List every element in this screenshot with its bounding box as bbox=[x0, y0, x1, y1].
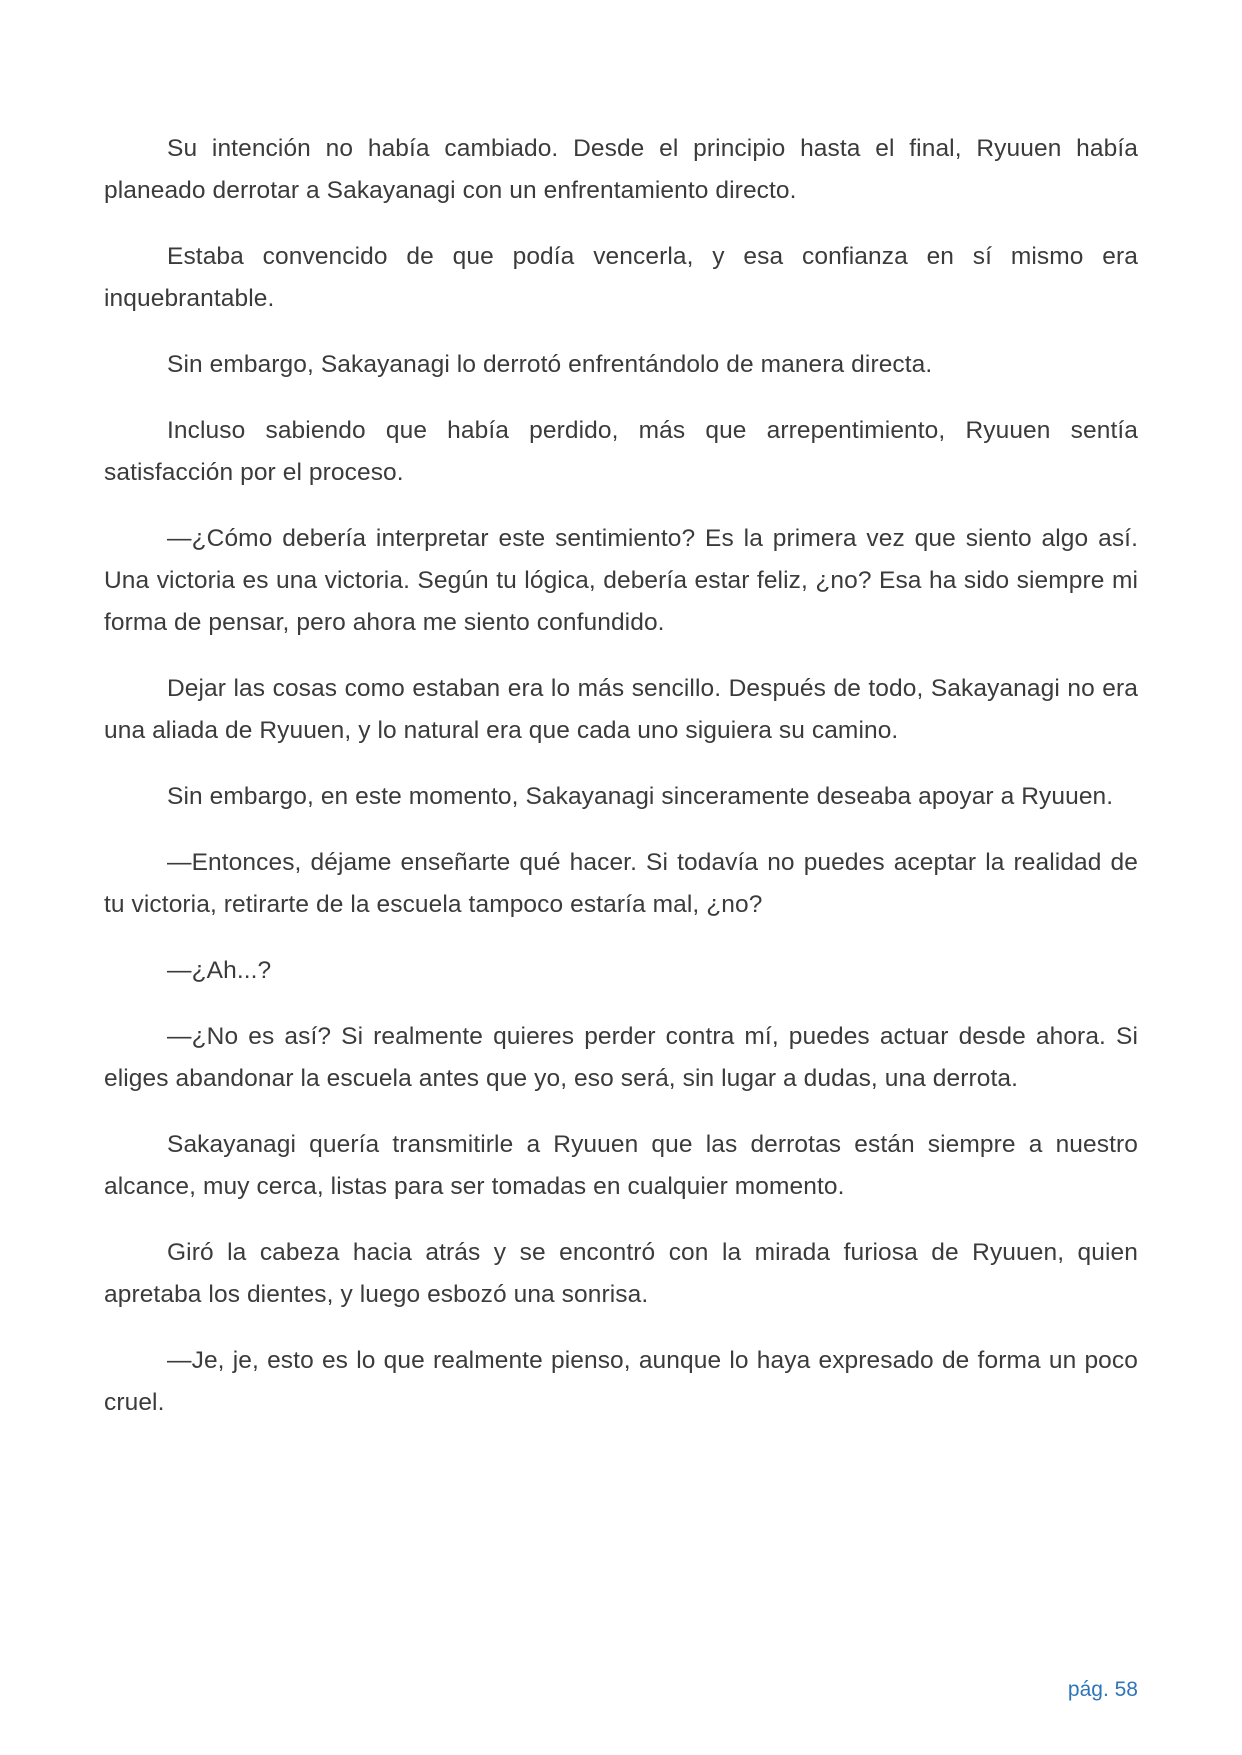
paragraph: Dejar las cosas como estaban era lo más sencillo. Después de todo, Sakayanagi no era una aliada de Ryuuen, y lo natural era que cada uno siguiera su camino. bbox=[104, 675, 1138, 744]
paragraph: Incluso sabiendo que había perdido, más que arrepentimiento, Ryuuen sentía satisfacción por el proceso. bbox=[104, 417, 1138, 486]
page-content bbox=[104, 128, 1138, 1448]
paragraph: Estaba convencido de que podía vencerla, y esa confianza en sí mismo era inquebrantable. bbox=[104, 243, 1138, 312]
page-footer bbox=[104, 1677, 1138, 1703]
paragraph: Sin embargo, en este momento, Sakayanagi sinceramente deseaba apoyar a Ryuuen. bbox=[167, 783, 1114, 810]
paragraph: Giró la cabeza hacia atrás y se encontró con la mirada furiosa de Ryuuen, quien apretaba los dientes, y luego esbozó una sonrisa. bbox=[104, 1239, 1138, 1308]
paragraph: —¿No es así? Si realmente quieres perder contra mí, puedes actuar desde ahora. Si eliges abandonar la escuela antes que yo, eso será, sin lugar a dudas, una derrota. bbox=[104, 1023, 1138, 1092]
paragraph: —¿Ah...? bbox=[167, 957, 272, 984]
paragraph: Sin embargo, Sakayanagi lo derrotó enfrentándolo de manera directa. bbox=[167, 351, 933, 378]
paragraph: Su intención no había cambiado. Desde el principio hasta el final, Ryuuen había planeado derrotar a Sakayanagi con un enfrentamiento directo. bbox=[104, 135, 1138, 204]
paragraph: —Je, je, esto es lo que realmente pienso, aunque lo haya expresado de forma un poco cruel. bbox=[104, 1347, 1138, 1416]
paragraph: —¿Cómo debería interpretar este sentimiento? Es la primera vez que siento algo así. Una victoria es una victoria. Según tu lógica, debería estar feliz, ¿no? Esa ha sido siempre mi forma de pensar, pero ahora me siento confundido. bbox=[104, 525, 1138, 636]
paragraph: —Entonces, déjame enseñarte qué hacer. Si todavía no puedes aceptar la realidad de tu victoria, retirarte de la escuela tampoco estaría mal, ¿no? bbox=[104, 849, 1138, 918]
paragraph: Sakayanagi quería transmitirle a Ryuuen que las derrotas están siempre a nuestro alcance, muy cerca, listas para ser tomadas en cualquier momento. bbox=[104, 1131, 1138, 1200]
page-number: pág. 58 bbox=[1067, 1678, 1138, 1701]
